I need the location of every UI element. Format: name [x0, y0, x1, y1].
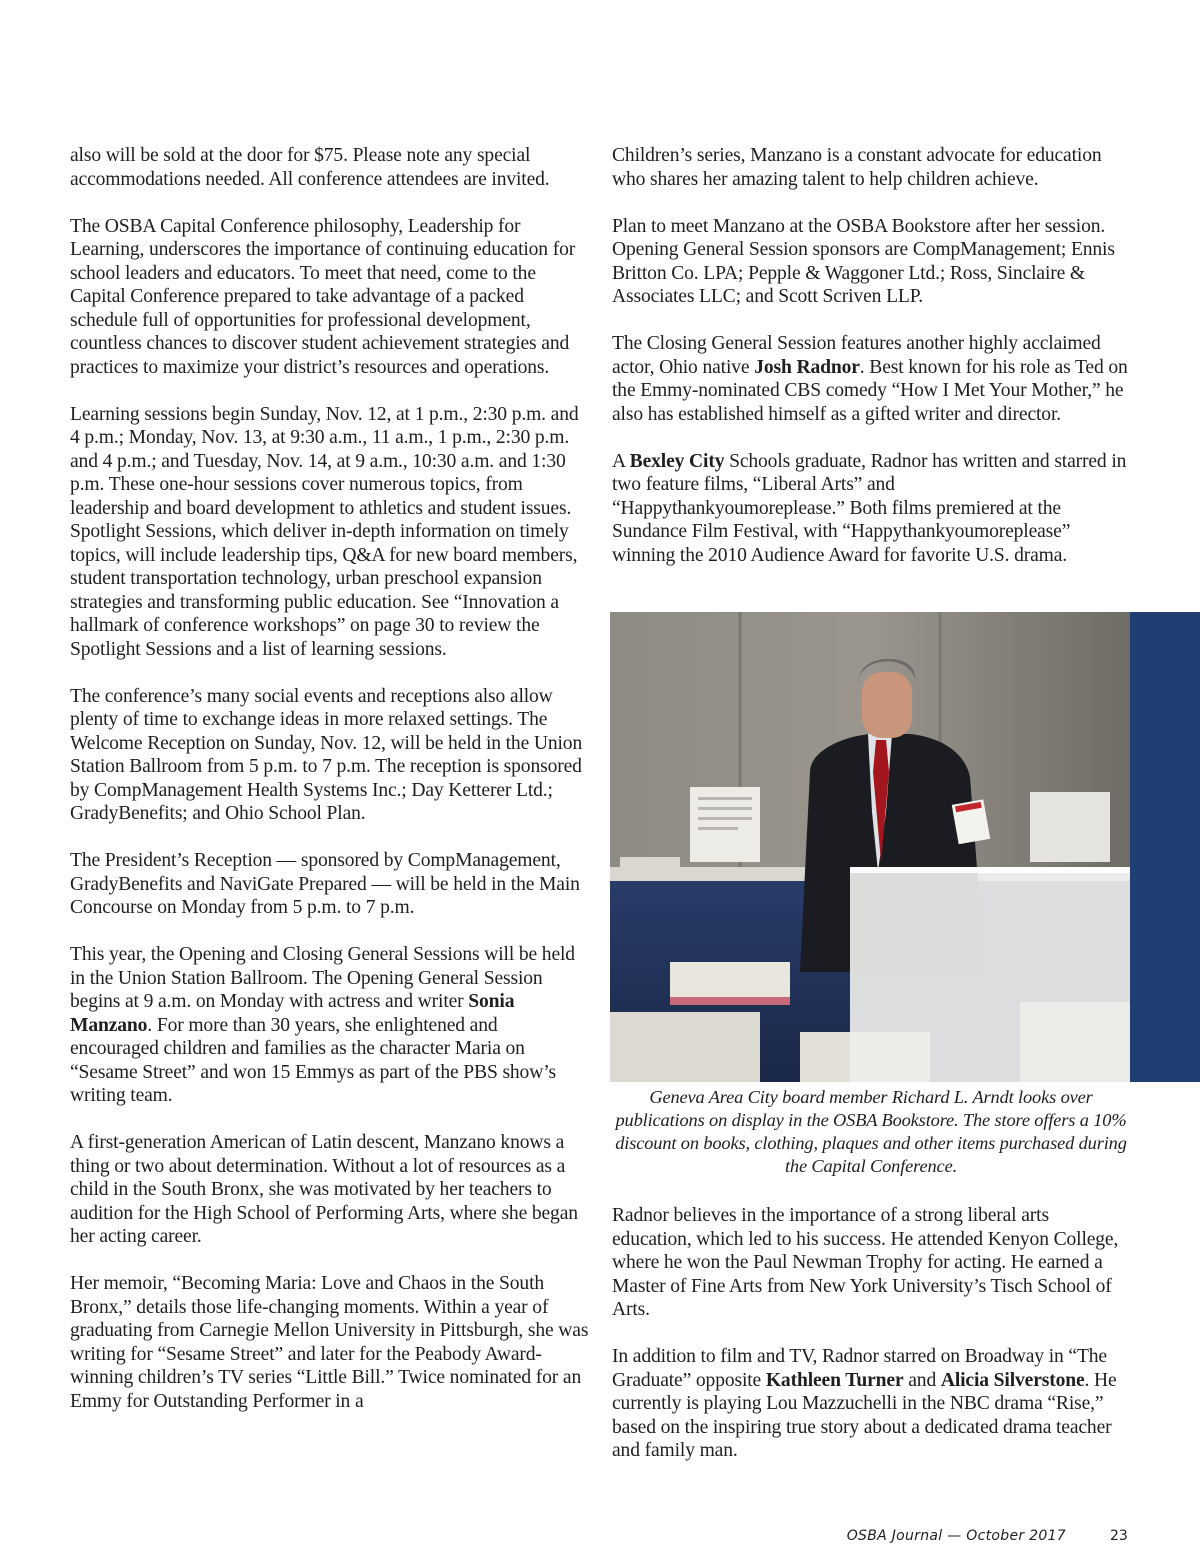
paragraph [612, 450, 1132, 568]
text-run: . Best known for his role as Ted on the Emmy-nominated CBS comedy “How I Met Your Mother,” he also has established himself as a gifted writer and director. [612, 356, 1128, 425]
paragraph: A first-generation American of Latin descent, Manzano knows a thing or two about determination. Without a lot of resources as a child in the South Bronx, she was motivated by her teachers to audition for the High School of Performing Arts, where she began her acting career. [70, 1132, 578, 1247]
name-highlight: Bexley City [629, 450, 725, 472]
bookstore-photo [610, 612, 1130, 1082]
paragraph: The President’s Reception — sponsored by CompManagement, GradyBenefits and NaviGate Prepared — will be held in the Main Concourse on Monday from 5 p.m. to 7 p.m. [70, 850, 580, 918]
footer-journal: OSBA Journal — October 2017 [846, 1528, 1066, 1544]
paragraph: The conference’s many social events and receptions also allow plenty of time to exchange ideas in more relaxed settings. The Welcome Reception on Sunday, Nov. 12, will be held in the Union Station Ballroom from 5 p.m. to 7 p.m. The reception is sponsored by CompManagement Health Systems Inc.; Day Ketterer Ltd.; GradyBenefits; and Ohio School Plan. [70, 685, 583, 824]
text-run: A [612, 450, 630, 472]
paragraph [70, 943, 590, 1108]
paragraph [612, 1345, 1132, 1463]
text-run: and [903, 1369, 941, 1391]
text-run: In addition to film and TV, Radnor starred on Broadway in “The Graduate” opposite [612, 1346, 1107, 1391]
name-highlight: Sonia Manzano [70, 991, 515, 1036]
text-run: The Closing General Session features another highly acclaimed actor, Ohio native [612, 333, 1101, 378]
right-column-bottom [612, 1204, 1132, 1486]
text-run: Schools graduate, Radnor has written and starred in two feature films, “Liberal Arts” and “Happythankyoumoreplease.” Both films premiered at the Sundance Film Festival, with “Happythankyoumoreplease” winning the 2010 Audience Award for favorite U.S. drama. [612, 450, 1127, 566]
paragraph: Plan to meet Manzano at the OSBA Bookstore after her session. Opening General Session sponsors are CompManagement; Ennis Britton Co. LPA; Pepple & Waggoner Ltd.; Ross, Sinclaire & Associates LLC; and Scott Scriven LLP. [612, 215, 1115, 307]
photo-caption: Geneva Area City board member Richard L. Arndt looks over publications on display in the OSBA Bookstore. The store offers a 10% discount on books, clothing, plaques and other items purchased during the Capital Conference. [615, 1087, 1127, 1176]
name-highlight: Kathleen Turner [765, 1369, 904, 1391]
paragraph [612, 332, 1132, 426]
page-number: 23 [1110, 1528, 1128, 1544]
name-highlight: Josh Radnor [754, 356, 860, 378]
paragraph: also will be sold at the door for $75. Please note any special accommodations needed. All conference attendees are invited. [70, 145, 550, 190]
paragraph: Children’s series, Manzano is a constant advocate for education who shares her amazing talent to help children achieve. [612, 145, 1102, 190]
paragraph: Radnor believes in the importance of a strong liberal arts education, which led to his success. He attended Kenyon College, where he won the Paul Newman Trophy for acting. He earned a Master of Fine Arts from New York University’s Tisch School of Arts. [612, 1205, 1119, 1320]
text-run: . He currently is playing Lou Mazzuchelli in the NBC drama “Rise,” based on the inspiring true story about a dedicated drama teacher and family man. [612, 1369, 1117, 1461]
paragraph: The OSBA Capital Conference philosophy, Leadership for Learning, underscores the importance of continuing education for school leaders and educators. To meet that need, come to the Capital Conference prepared to take advantage of a packed schedule full of opportunities for professional development, countless chances to discover student achievement strategies and practices to maximize your district’s resources and operations. [70, 215, 576, 378]
paragraph: Learning sessions begin Sunday, Nov. 12, at 1 p.m., 2:30 p.m. and 4 p.m.; Monday, Nov. 13, at 9:30 a.m., 11 a.m., 1 p.m., 2:30 p.m. and 4 p.m.; and Tuesday, Nov. 14, at 9 a.m., 10:30 a.m. and 1:30 p.m. These one-hour sessions cover numerous topics, from leadership and board development to athletics and student issues. Spotlight Sessions, which deliver in-depth information on timely topics, will include leadership tips, Q&A for new board members, student transportation technology, urban preschool expansion strategies and transforming public education. See “Innovation a hallmark of conference workshops” on page 30 to review the Spotlight Sessions and a list of learning sessions. [70, 403, 579, 660]
right-column-top [612, 144, 1132, 591]
paragraph: Her memoir, “Becoming Maria: Love and Chaos in the South Bronx,” details those life-changing moments. Within a year of graduating from Carnegie Mellon University in Pittsburgh, she was writing for “Sesame Street” and later for the Peabody Award-winning children’s TV series “Little Bill.” Twice nominated for an Emmy for Outstanding Performer in a [70, 1273, 589, 1412]
text-run: This year, the Opening and Closing General Sessions will be held in the Union Station Ballroom. The Opening General Session begins at 9 a.m. on Monday with actress and writer [70, 944, 575, 1012]
left-column [70, 144, 590, 1437]
name-highlight: Alicia Silverstone [940, 1369, 1085, 1391]
accent-bar [1130, 612, 1200, 1082]
text-run: . For more than 30 years, she enlightened and encouraged children and families as the character Maria on “Sesame Street” and won 15 Emmys as part of the PBS show’s writing team. [70, 1014, 556, 1106]
